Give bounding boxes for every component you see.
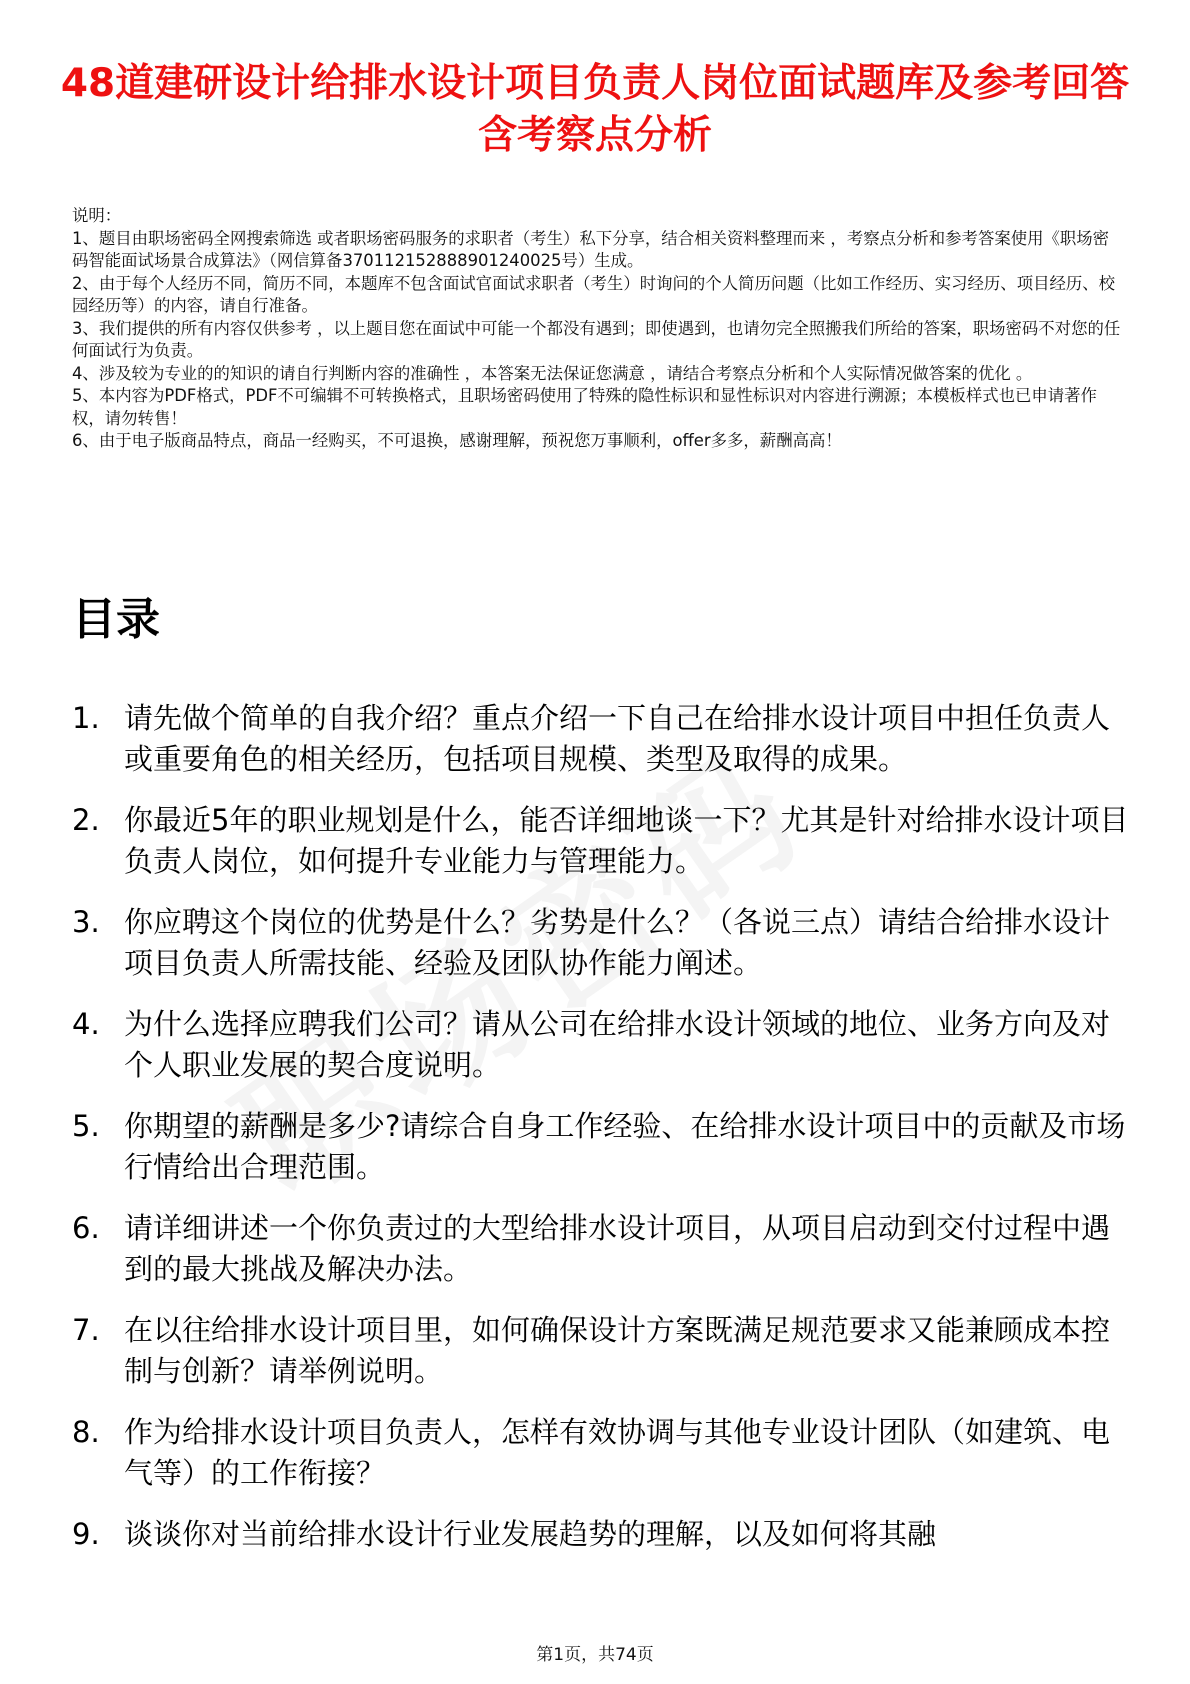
toc-item xyxy=(72,1106,1132,1188)
toc-item-text: 在以往给排水设计项目里，如何确保设计方案既满足规范要求又能兼顾成本控制与创新？请举例说明。 xyxy=(124,1313,1111,1388)
toc-item-number: 1. xyxy=(72,701,100,735)
page-footer: 第1页，共74页 xyxy=(536,1645,654,1665)
toc-item-text: 为什么选择应聘我们公司？请从公司在给排水设计领域的地位、业务方向及对个人职业发展的契合度说明。 xyxy=(124,1007,1111,1082)
note-item: 3、我们提供的所有内容仅供参考 ，以上题目您在面试中可能一个都没有遇到；即使遇到，也请勿完全照搬我们所给的答案，职场密码不对您的任何面试行为负责。 xyxy=(72,318,1121,360)
toc-item-text: 谈谈你对当前给排水设计行业发展趋势的理解，以及如何将其融 xyxy=(124,1517,937,1551)
toc-item-text: 作为给排水设计项目负责人，怎样有效协调与其他专业设计团队（如建筑、电气等）的工作衔接？ xyxy=(124,1415,1111,1490)
toc-list xyxy=(72,698,1132,1575)
toc-item xyxy=(72,1310,1132,1392)
notes-heading: 说明： xyxy=(72,206,122,225)
toc-item-text: 你应聘这个岗位的优势是什么？劣势是什么？（各说三点）请结合给排水设计项目负责人所需技能、经验及团队协作能力阐述。 xyxy=(124,905,1111,980)
toc-item-number: 4. xyxy=(72,1007,100,1041)
toc-item xyxy=(72,902,1132,984)
toc-item xyxy=(72,1208,1132,1290)
note-item: 2、由于每个人经历不同，简历不同，本题库不包含面试官面试求职者（考生）时询问的个人简历问题（比如工作经历、实习经历、项目经历、校园经历等）的内容，请自行准备。 xyxy=(72,273,1116,315)
toc-item-number: 3. xyxy=(72,905,100,939)
toc-item-number: 5. xyxy=(72,1109,100,1143)
toc-item-number: 2. xyxy=(72,803,100,837)
toc-item-number: 7. xyxy=(72,1313,100,1347)
toc-item-number: 9. xyxy=(72,1517,100,1551)
toc-item xyxy=(72,800,1132,882)
toc-item-text: 请先做个简单的自我介绍？重点介绍一下自己在给排水设计项目中担任负责人或重要角色的相关经历，包括项目规模、类型及取得的成果。 xyxy=(124,701,1111,776)
toc-heading: 目录 xyxy=(72,594,160,645)
toc-item xyxy=(72,698,1132,780)
toc-item-text: 请详细讲述一个你负责过的大型给排水设计项目，从项目启动到交付过程中遇到的最大挑战及解决办法。 xyxy=(124,1211,1111,1286)
toc-item xyxy=(72,1412,1132,1494)
notes-section xyxy=(72,205,1122,453)
toc-item xyxy=(72,1004,1132,1086)
toc-item-number: 6. xyxy=(72,1211,100,1245)
toc-item xyxy=(72,1514,1132,1555)
toc-item-number: 8. xyxy=(72,1415,100,1449)
note-item: 5、本内容为PDF格式，PDF不可编辑不可转换格式，且职场密码使用了特殊的隐性标识和显性标识对内容进行溯源；本模板样式也已申请著作权，请勿转售！ xyxy=(72,386,1097,428)
note-item: 6、由于电子版商品特点，商品一经购买，不可退换，感谢理解，预祝您万事顺利，offer多多，薪酬高高！ xyxy=(72,431,842,450)
toc-item-text: 你期望的薪酬是多少?请综合自身工作经验、在给排水设计项目中的贡献及市场行情给出合理范围。 xyxy=(124,1109,1126,1184)
note-item: 1、题目由职场密码全网搜索筛选 或者职场密码服务的求职者（考生）私下分享，结合相关资料整理而来 ，考察点分析和参考答案使用《职场密码智能面试场景合成算法》（网信算备370112152888901240025号）生成。 xyxy=(72,228,1110,270)
note-item: 4、涉及较为专业的的知识的请自行判断内容的准确性 ，本答案无法保证您满意 ，请结合考察点分析和个人实际情况做答案的优化 。 xyxy=(72,363,1033,383)
toc-item-text: 你最近5年的职业规划是什么，能否详细地谈一下？尤其是针对给排水设计项目负责人岗位，如何提升专业能力与管理能力。 xyxy=(124,803,1129,878)
document-title: 48道建研设计给排水设计项目负责人岗位面试题库及参考回答含考察点分析 xyxy=(60,61,1130,158)
